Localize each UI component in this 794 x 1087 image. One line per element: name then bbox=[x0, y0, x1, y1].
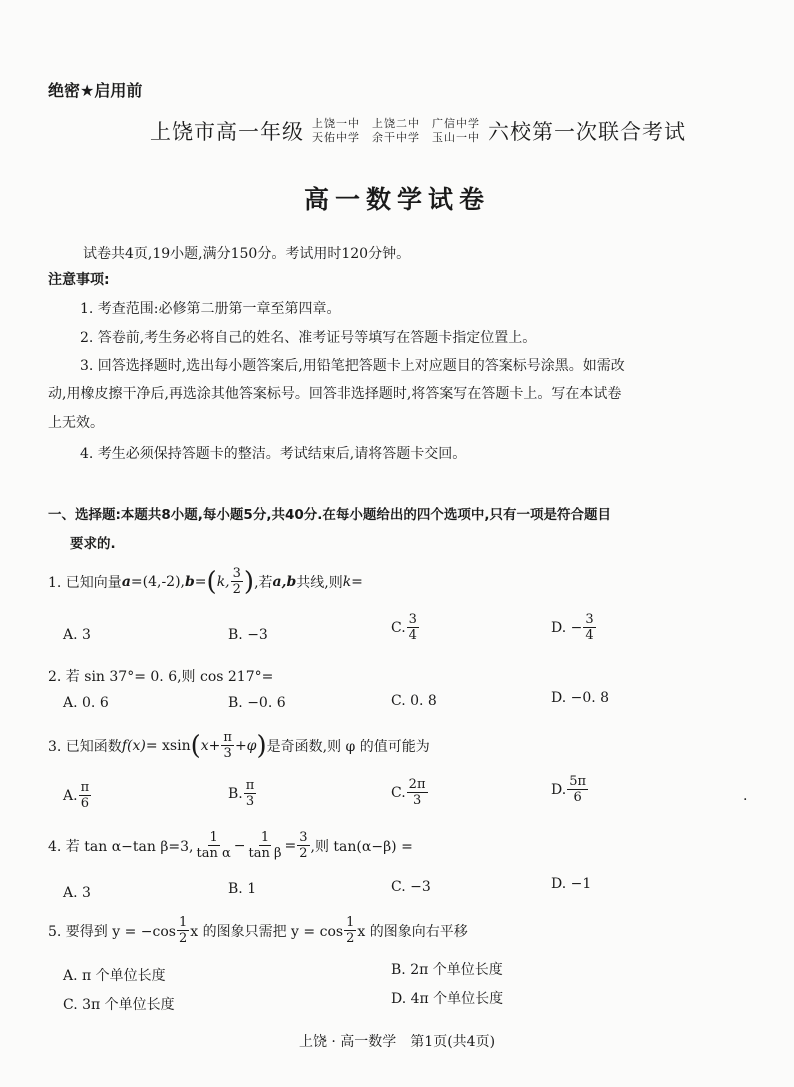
note-3: 3. 回答选择题时,选出每小题答案后,用铅笔把答题卡上对应题目的答案标号涂黑。如需改 bbox=[80, 358, 625, 374]
question-5-stem bbox=[48, 915, 468, 946]
q4-option-d[interactable]: D. −1 bbox=[551, 876, 592, 892]
q1-k-query: k= bbox=[342, 573, 363, 590]
q1-eq-b: = bbox=[194, 573, 207, 590]
fraction-denominator: 2 bbox=[346, 931, 355, 946]
q1-text: ,若 bbox=[254, 574, 273, 591]
left-paren: ( bbox=[206, 566, 217, 597]
q5-text: x 的图象只需把 y = cos bbox=[190, 923, 344, 940]
q2-option-d[interactable]: D. −0. 8 bbox=[551, 690, 610, 706]
option-fraction bbox=[244, 778, 257, 809]
q3-option-b[interactable] bbox=[228, 778, 257, 809]
confidential-label: 绝密★启用前 bbox=[48, 81, 143, 100]
note-3-end: 上无效。 bbox=[48, 415, 104, 431]
fraction-denominator: 3 bbox=[245, 794, 255, 809]
left-paren: ( bbox=[190, 730, 201, 761]
notes-heading: 注意事项: bbox=[48, 272, 110, 288]
q3-eq: = xsin bbox=[145, 737, 191, 754]
q4-option-c[interactable]: C. −3 bbox=[391, 879, 431, 895]
q3-inner-a: x+ bbox=[200, 737, 221, 754]
q3-text: 是奇函数,则 φ 的值可能为 bbox=[266, 738, 430, 755]
header-schools-row-2: 天佑中学 余干中学 玉山一中 bbox=[312, 131, 480, 144]
option-fraction bbox=[407, 612, 419, 643]
fraction-denominator: 3 bbox=[223, 746, 232, 761]
q4-fraction-2 bbox=[247, 830, 284, 861]
fraction-numerator: 3 bbox=[408, 612, 417, 627]
fraction-denominator: tan α bbox=[196, 846, 231, 861]
option-fraction bbox=[567, 774, 588, 805]
q4-option-a[interactable]: A. 3 bbox=[63, 885, 91, 901]
option-letter: A. bbox=[63, 787, 78, 804]
note-1: 1. 考查范围:必修第二册第一章至第四章。 bbox=[80, 301, 341, 317]
fraction-numerator: 3 bbox=[299, 830, 308, 845]
fraction-denominator: 6 bbox=[573, 790, 582, 805]
q2-option-b[interactable]: B. −0. 6 bbox=[228, 695, 286, 711]
q1-eq-a: =(4,-2), bbox=[130, 573, 185, 590]
q4-option-b[interactable]: B. 1 bbox=[228, 881, 257, 897]
page-footer: 上饶 · 高一数学 第1页(共4页) bbox=[298, 1034, 496, 1050]
question-1-stem bbox=[48, 566, 363, 597]
intro-line: 试卷共4页,19小题,满分150分。考试用时120分钟。 bbox=[83, 246, 411, 262]
q1-option-a[interactable]: A. 3 bbox=[63, 627, 91, 643]
q1-option-d[interactable] bbox=[551, 612, 597, 643]
fraction-numerator: 5π bbox=[569, 774, 587, 789]
q1-vec-b: b bbox=[185, 573, 195, 590]
option-fraction bbox=[407, 777, 428, 808]
fraction-numerator: 1 bbox=[346, 915, 355, 930]
q1-k: k, bbox=[216, 573, 230, 590]
q3-fraction bbox=[221, 730, 234, 761]
q1-option-b[interactable]: B. −3 bbox=[228, 627, 268, 643]
note-2: 2. 答卷前,考生务必将自己的姓名、准考证号等填写在答题卡指定位置上。 bbox=[80, 330, 537, 346]
fraction-numerator: π bbox=[223, 730, 232, 745]
q1-text-2: 共线,则 bbox=[296, 574, 343, 591]
q4-equals: = bbox=[284, 837, 297, 854]
note-3-cont: 动,用橡皮擦干净后,再选涂其他答案标号。回答非选择题时,将答案写在答题卡上。写在本试卷 bbox=[48, 386, 622, 402]
q5-label: 5. 要得到 y = −cos bbox=[48, 923, 176, 940]
q4-text: ,则 tan(α−β) = bbox=[310, 838, 413, 855]
stray-mark: . bbox=[743, 788, 748, 804]
header-schools bbox=[312, 117, 480, 145]
q3-label: 3. 已知函数 bbox=[48, 738, 122, 755]
q1-label: 1. 已知向量 bbox=[48, 574, 122, 591]
fraction-numerator: 2π bbox=[408, 777, 426, 792]
q4-label: 4. 若 tan α−tan β=3, bbox=[48, 838, 194, 855]
q3-option-c[interactable] bbox=[391, 777, 429, 808]
page-title: 高一数学试卷 bbox=[303, 185, 490, 214]
q4-fraction-1 bbox=[195, 830, 233, 861]
fraction-numerator: π bbox=[245, 778, 255, 793]
q3-option-d[interactable] bbox=[551, 774, 589, 805]
section-heading-cont: 要求的. bbox=[70, 536, 116, 552]
header-exam-name: 六校第一次联合考试 bbox=[488, 120, 686, 144]
fraction-denominator: 4 bbox=[408, 628, 417, 643]
fraction-denominator: 6 bbox=[80, 796, 89, 811]
fraction-denominator: 2 bbox=[299, 846, 308, 861]
fraction-numerator: 1 bbox=[178, 915, 188, 930]
header-region: 上饶市高一年级 bbox=[150, 120, 304, 144]
header-schools-row-1: 上饶一中 上饶二中 广信中学 bbox=[312, 117, 480, 130]
q5-fraction-1 bbox=[177, 915, 189, 946]
q4-fraction-3 bbox=[297, 830, 309, 861]
fraction-numerator: 1 bbox=[260, 830, 270, 845]
fraction-numerator: 3 bbox=[232, 566, 241, 581]
note-4: 4. 考生必须保持答题卡的整洁。考试结束后,请将答题卡交回。 bbox=[80, 446, 467, 462]
question-2-stem: 2. 若 sin 37°= 0. 6,则 cos 217°= bbox=[48, 669, 274, 685]
fraction-denominator: 2 bbox=[178, 931, 188, 946]
option-fraction bbox=[79, 780, 92, 811]
q1-vectors: a,b bbox=[272, 573, 297, 590]
question-4-stem bbox=[48, 830, 413, 861]
option-letter: C. bbox=[391, 784, 406, 801]
fraction-numerator: 3 bbox=[585, 612, 594, 627]
q5-option-c[interactable]: C. 3π 个单位长度 bbox=[63, 997, 175, 1013]
q1-vec-a: a bbox=[121, 573, 131, 590]
option-letter: D. − bbox=[551, 619, 583, 636]
q5-option-d[interactable]: D. 4π 个单位长度 bbox=[391, 991, 504, 1007]
q1-option-c[interactable] bbox=[391, 612, 420, 643]
exam-header bbox=[150, 116, 686, 146]
section-heading: 一、选择题:本题共8小题,每小题5分,共40分.在每小题给出的四个选项中,只有一项是符合题目 bbox=[48, 507, 611, 523]
fraction-denominator: tan β bbox=[248, 846, 282, 861]
fraction-numerator: π bbox=[80, 780, 90, 795]
option-letter: D. bbox=[551, 781, 567, 798]
fraction-numerator: 1 bbox=[209, 830, 218, 845]
option-letter: C. bbox=[391, 619, 406, 636]
right-paren: ) bbox=[243, 566, 255, 597]
option-letter: B. bbox=[228, 785, 243, 802]
q4-minus: − bbox=[233, 837, 246, 854]
q3-inner-b: +φ bbox=[234, 737, 257, 754]
q1-fraction bbox=[231, 566, 243, 597]
fraction-denominator: 4 bbox=[585, 628, 594, 643]
option-fraction bbox=[583, 612, 595, 643]
q3-option-a[interactable] bbox=[63, 780, 92, 811]
q5-option-a[interactable]: A. π 个单位长度 bbox=[63, 968, 166, 984]
q2-option-c[interactable]: C. 0. 8 bbox=[391, 693, 437, 709]
question-3-stem bbox=[48, 730, 430, 761]
fraction-denominator: 3 bbox=[412, 793, 422, 808]
q5-text-2: x 的图象向右平移 bbox=[357, 923, 468, 940]
q5-option-b[interactable]: B. 2π 个单位长度 bbox=[391, 962, 503, 978]
q5-fraction-2 bbox=[344, 915, 356, 946]
q3-fx: f(x) bbox=[121, 737, 146, 754]
right-paren: ) bbox=[256, 730, 267, 761]
q2-option-a[interactable]: A. 0. 6 bbox=[63, 695, 109, 711]
fraction-denominator: 2 bbox=[232, 582, 241, 597]
